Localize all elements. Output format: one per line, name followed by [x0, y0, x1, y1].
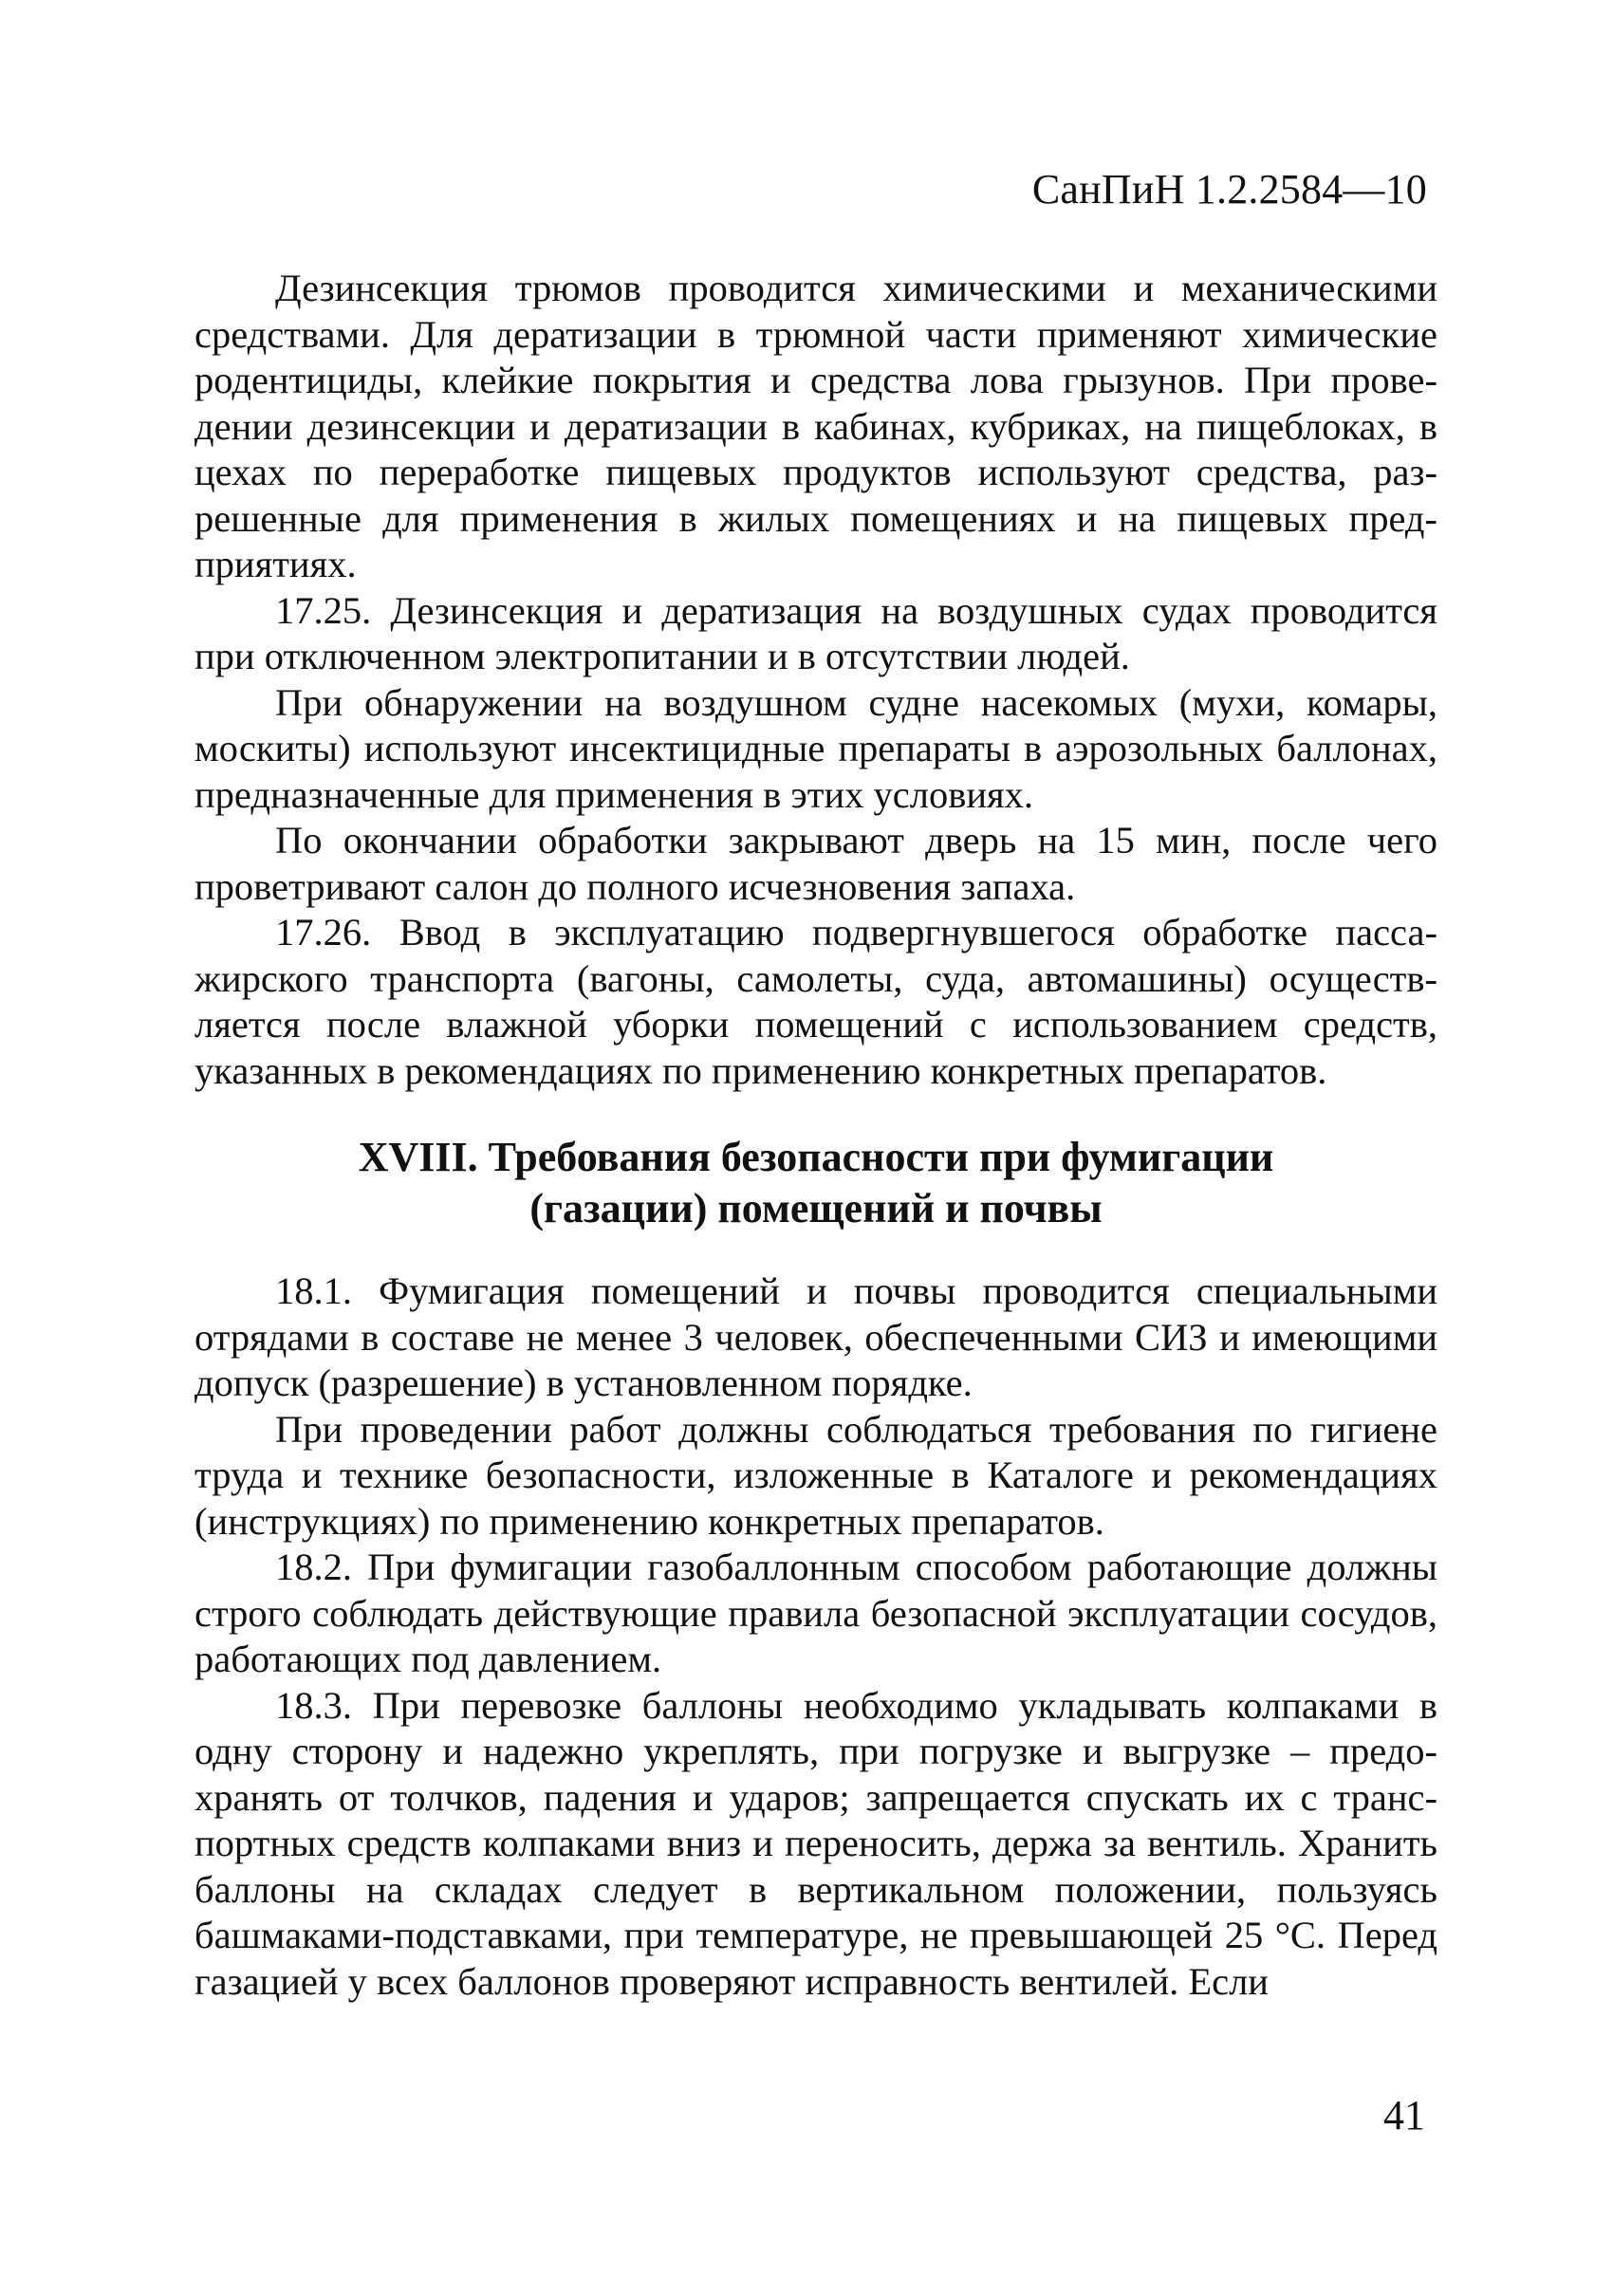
paragraph-18-3: 18.3. При перевозке баллоны необходимо укладывать колпаками в одну сторону и надежно укреплять, при погрузке и выгрузке – предохранять от толчков, падения и ударов; запрещается спускать их с транспортных средств колпаками вниз и переносить, держа за вентиль. Хранить баллоны на складах следует в вертикальном положении, пользуясь башмаками-подставками, при температуре, не превышающей 25 °С. Перед газацией у всех баллонов проверяют исправность вентилей. Если [195, 1683, 1437, 2003]
section-title-line: XVIII. Требования безопасности при фумигации [358, 1134, 1274, 1180]
document-code-header: СанПиН 1.2.2584—10 [1031, 166, 1427, 213]
paragraph: Дезинсекция трюмов проводится химическими и механическими средствами. Для дератизации в трюмной части применяют химические родентициды, клейкие покрытия и средства лова грызунов. При проведении дезинсекции и дератизации в кабинах, кубриках, на пищеблоках, в цехах по переработке пищевых продуктов используют средства, разрешенные для применения в жилых помещениях и на пищевых предприятиях. [195, 267, 1437, 585]
paragraph-18-1: 18.1. Фумигация помещений и почвы проводится специальными отрядами в составе не менее 3 человек, обеспеченными СИЗ и имеющими допуск (разрешение) в установленном порядке. [195, 1269, 1437, 1404]
paragraph-18-2: 18.2. При фумигации газобаллонным способом работающие должны строго соблюдать действующие правила безопасной эксплуатации сосудов, работающих под давлением. [195, 1546, 1437, 1680]
paragraph: При проведении работ должны соблюдаться требования по гигиене труда и технике безопасности, изложенные в Каталоге и рекомендациях (инструкциях) по применению конкретных препаратов. [195, 1407, 1437, 1543]
section-title [195, 1132, 1437, 1234]
section-title-line: (газации) помещений и почвы [529, 1185, 1103, 1231]
paragraph: По окончании обработки закрывают дверь на 15 мин, после чего проветривают салон до полного исчезновения запаха. [195, 819, 1437, 908]
page-number: 41 [1383, 2092, 1425, 2139]
body-text [195, 266, 1437, 2005]
paragraph-17-25: 17.25. Дезинсекция и дератизация на воздушных судах проводится при отключенном электропитании и в отсутствии людей. [195, 588, 1437, 677]
paragraph-17-26: 17.26. Ввод в эксплуатацию подвергнувшегося обработке пассажирского транспорта (вагоны, самолеты, суда, автомашины) осуществляется после влажной уборки помещений с использованием средств, указанных в рекомендациях по применению конкретных препаратов. [195, 911, 1437, 1092]
paragraph: При обнаружении на воздушном судне насекомых (мухи, комары, москиты) используют инсектицидные препараты в аэрозольных баллонах, предназначенные для применения в этих условиях. [195, 680, 1437, 816]
